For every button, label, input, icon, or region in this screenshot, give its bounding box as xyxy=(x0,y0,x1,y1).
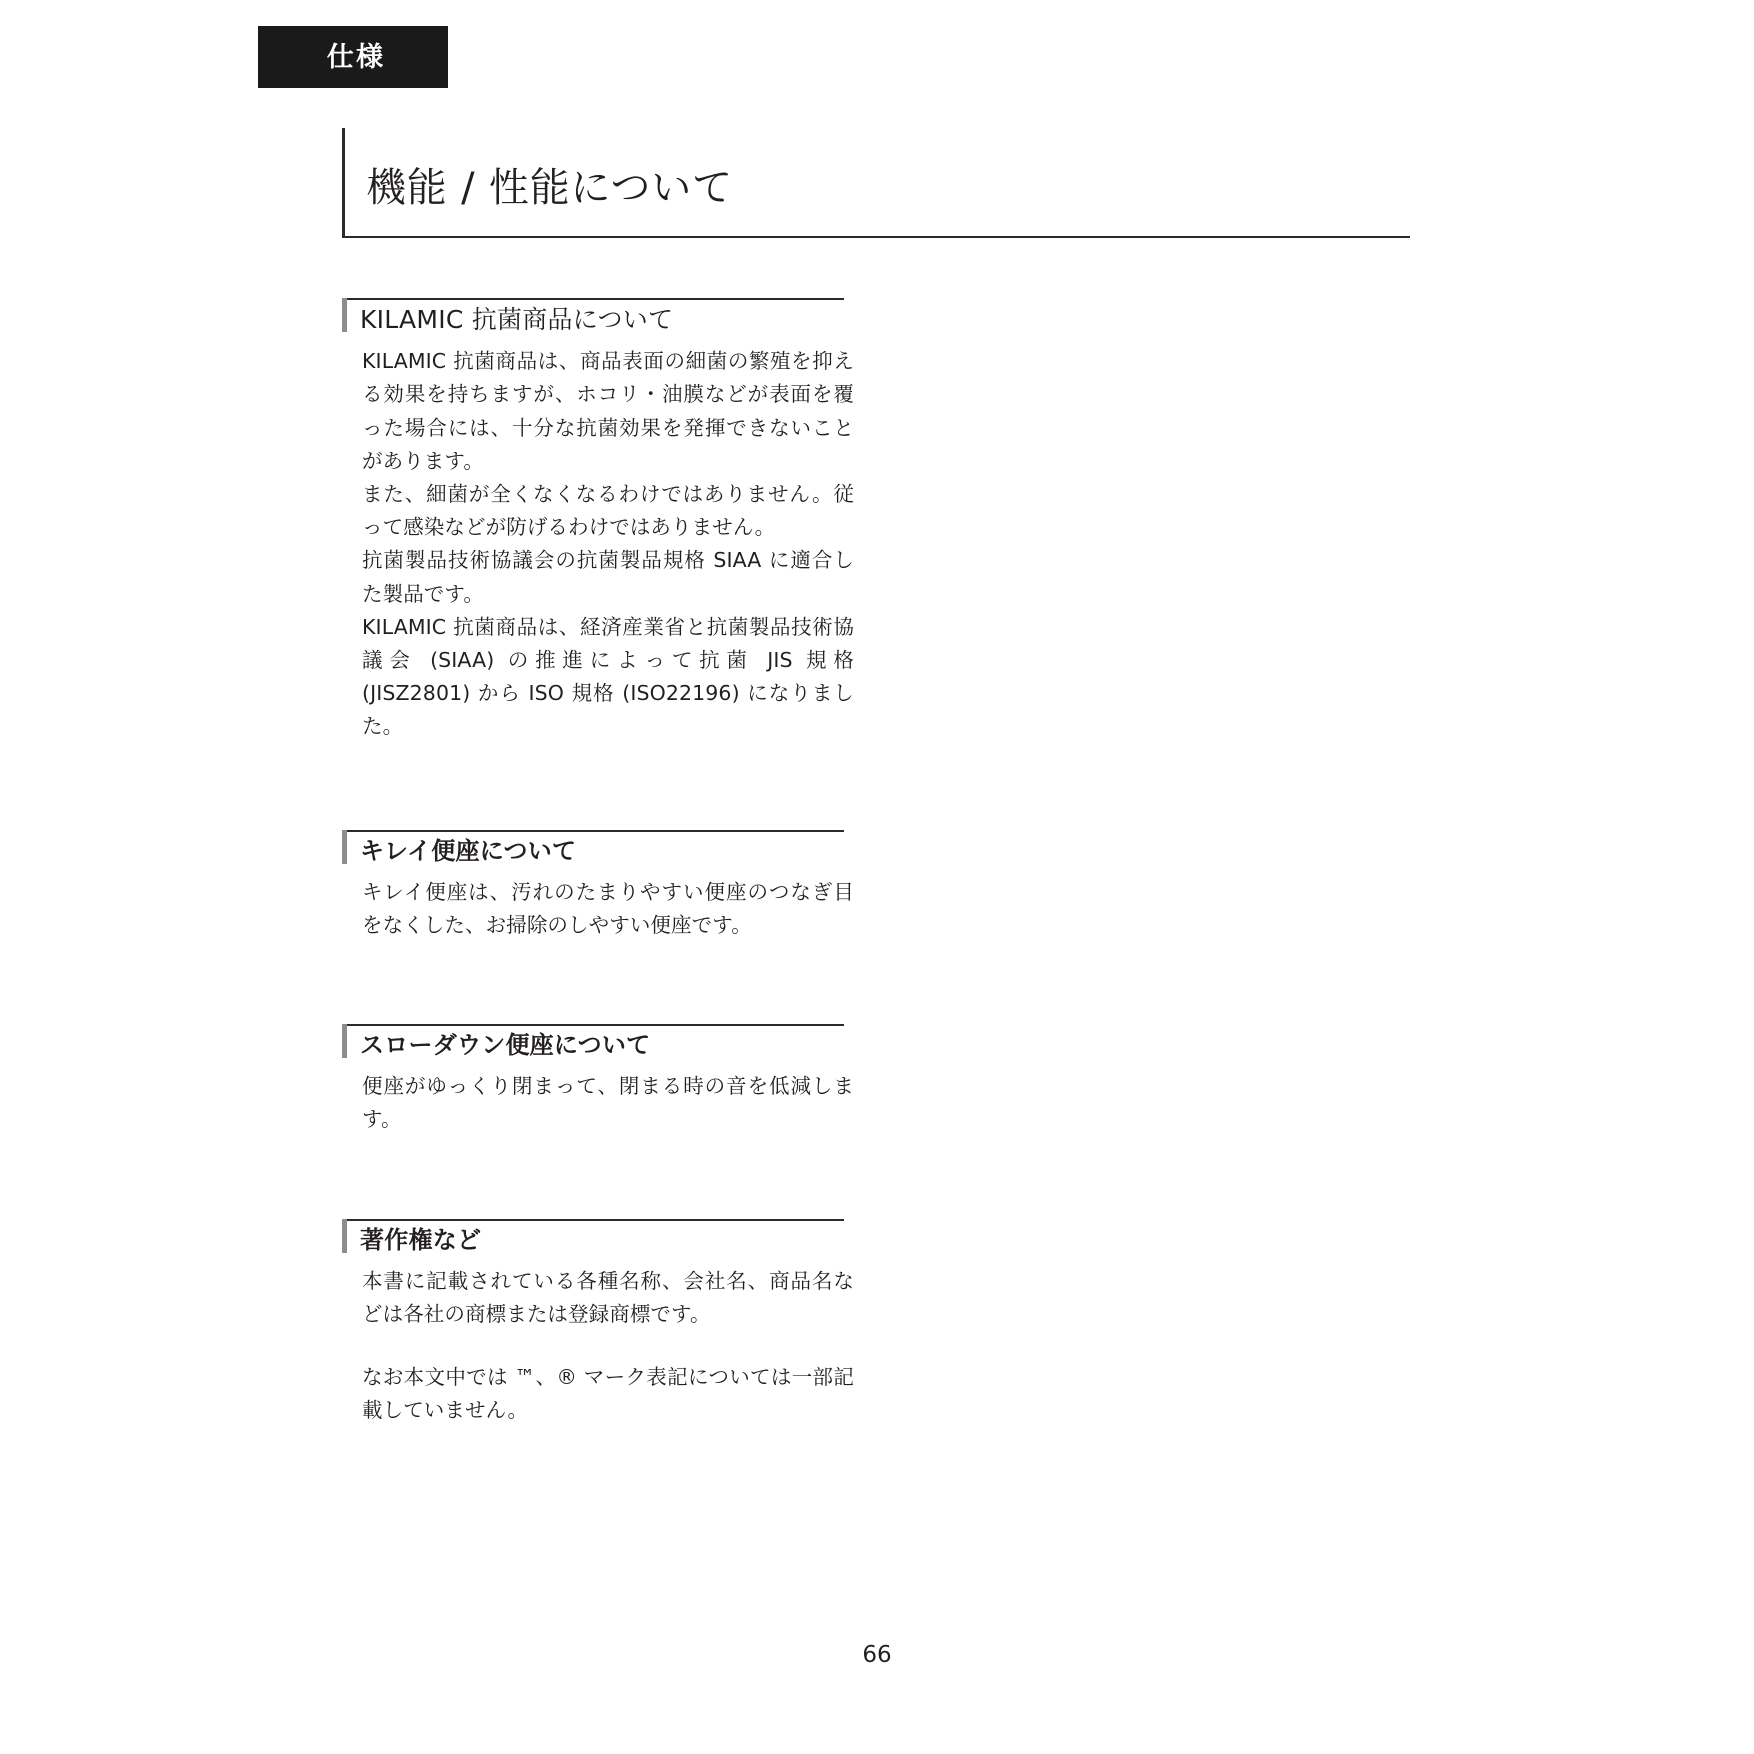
section-tab-label: 仕様 xyxy=(326,41,386,73)
paragraph: キレイ便座は、汚れのたまりやすい便座のつなぎ目をなくした、お掃除のしやすい便座です。 xyxy=(362,879,854,937)
section-spacer xyxy=(342,942,854,1024)
section-body-copyright xyxy=(342,1265,854,1428)
section-copyright xyxy=(342,1219,854,1428)
paragraph: KILAMIC 抗菌商品は、商品表面の細菌の繁殖を抑える効果を持ちますが、ホコリ・油膜などが表面を覆った場合には、十分な抗菌効果を発揮できないことがあります。 xyxy=(362,349,854,473)
page-title: 機能 / 性能について xyxy=(366,165,733,211)
section-heading-kirei-benza xyxy=(342,830,854,866)
paragraph: また、細菌が全くなくなるわけではありません。従って感染などが防げるわけではありません。 xyxy=(362,482,854,540)
section-body-kirei-benza xyxy=(342,876,854,942)
section-body-kilamic xyxy=(342,345,854,743)
paragraph: なお本文中では ™、® マーク表記については一部記載していません。 xyxy=(362,1364,854,1423)
heading-top-rule xyxy=(342,298,844,300)
heading-side-rule xyxy=(342,830,347,864)
section-heading-kilamic xyxy=(342,298,854,335)
paragraph: KILAMIC 抗菌商品は、経済産業省と抗菌製品技術協議会 (SIAA) の推進によって抗菌 JIS 規格 (JISZ2801) から ISO 規格 (ISO22196) になりました。 xyxy=(362,614,854,739)
section-kirei-benza xyxy=(342,830,854,942)
section-slowdown-benza xyxy=(342,1024,854,1136)
paragraph: 本書に記載されている各種名称、会社名、商品名などは各社の商標または登録商標です。 xyxy=(362,1268,854,1326)
section-body-slowdown-benza xyxy=(342,1070,854,1136)
section-heading-text: KILAMIC 抗菌商品について xyxy=(360,305,674,334)
chapter-left-rule xyxy=(342,128,345,236)
section-heading-text: スローダウン便座について xyxy=(360,1031,651,1060)
content-column xyxy=(342,298,854,1427)
section-heading-copyright xyxy=(342,1219,854,1255)
page-number: 66 xyxy=(862,1642,892,1668)
section-spacer xyxy=(342,744,854,830)
section-tab xyxy=(258,26,448,88)
heading-top-rule xyxy=(342,830,844,832)
section-heading-slowdown-benza xyxy=(342,1024,854,1060)
section-heading-text: キレイ便座について xyxy=(360,836,577,865)
heading-top-rule xyxy=(342,1219,844,1221)
section-heading-text: 著作権など xyxy=(360,1225,482,1254)
heading-side-rule xyxy=(342,298,347,332)
heading-top-rule xyxy=(342,1024,844,1026)
paragraph: 便座がゆっくり閉まって、閉まる時の音を低減します。 xyxy=(362,1074,854,1132)
paragraph: 抗菌製品技術協議会の抗菌製品規格 SIAA に適合した製品です。 xyxy=(362,548,854,606)
section-kilamic xyxy=(342,298,854,744)
heading-side-rule xyxy=(342,1024,347,1058)
section-spacer xyxy=(342,1137,854,1219)
heading-side-rule xyxy=(342,1219,347,1253)
chapter-bottom-rule xyxy=(342,236,1410,238)
